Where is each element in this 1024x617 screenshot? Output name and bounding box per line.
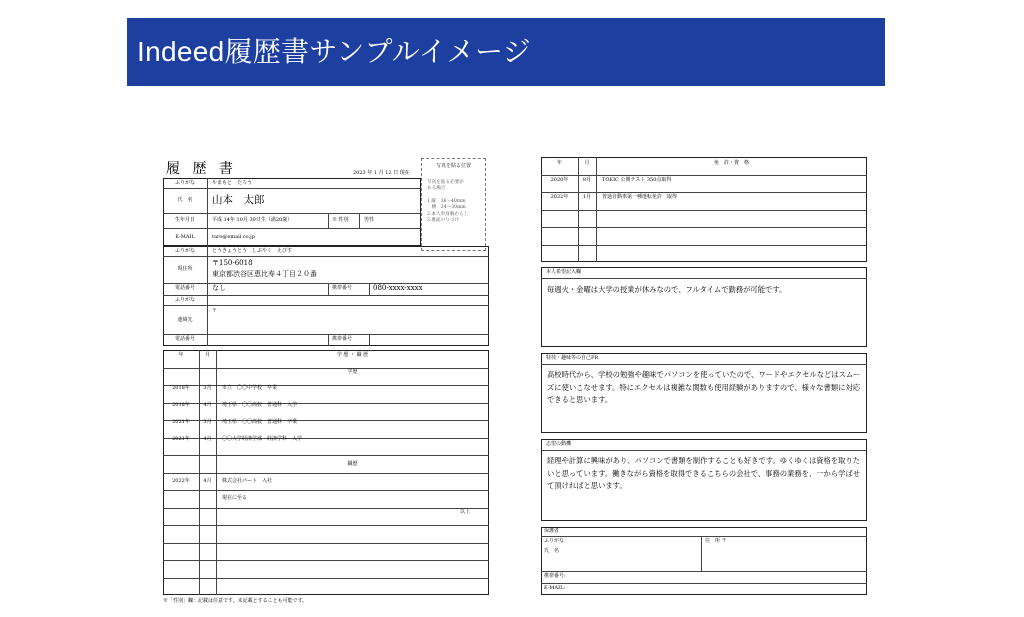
footnote: ※「性別」欄：記載は任意です。未記載とすることも可能です。 [163, 598, 308, 604]
table-rule [541, 210, 867, 211]
mobile-value: 080-xxxx-xxxx [373, 284, 423, 292]
license-month: 8月 [582, 177, 592, 183]
photo-title: 写真を貼る位置 [435, 163, 471, 169]
contact-phone-label: 電話番号 [174, 336, 195, 342]
phone-label: 電話番号 [174, 285, 195, 291]
license-month-label: 月 [584, 160, 590, 166]
guardian-mobile-label: 携帯番号: [544, 573, 566, 579]
license-header: 免 許・資 格 [713, 160, 749, 166]
postal-code: 〒150-6018 [212, 259, 253, 267]
applicant-name: 山本 太郎 [212, 194, 265, 206]
history-year: 2022年 [172, 478, 190, 484]
address-label: 現住所 [177, 266, 193, 272]
address-furigana: とうきょうとう しぶやく えびす [212, 248, 293, 254]
photo-note: ある場合 [427, 186, 446, 191]
table-rule [541, 227, 867, 228]
history-year: 2018年 [172, 402, 190, 408]
table-rule [541, 175, 867, 176]
motivation-label: 志望の動機 [546, 441, 572, 447]
table-rule [163, 490, 489, 491]
history-entry: 現在に至る [222, 495, 248, 501]
photo-note: 2.本人単身胸から上 [427, 211, 469, 217]
as-of-date: 2023 年 1 月 12 日 現在 [353, 170, 410, 176]
history-year: 2018年 [172, 385, 190, 391]
table-rule [163, 455, 489, 456]
history-header: 学 歴 ・ 職 歴 [336, 352, 369, 358]
photo-note: 1.縦 36～40mm [427, 198, 466, 204]
history-end-label: 以上 [460, 509, 471, 515]
photo-note: 写真を貼る必要が [427, 179, 464, 185]
photo-note: 3.裏面のりづけ [427, 218, 459, 223]
page-banner [127, 18, 885, 86]
name-label: 氏 名 [177, 197, 193, 203]
mobile-label: 携帯番号 [332, 285, 353, 291]
gender-value: 男性 [364, 217, 375, 223]
license-month: 1月 [582, 194, 592, 200]
email-label: E-MAIL [175, 234, 195, 240]
email-value: taro@email.co.jp [212, 234, 255, 240]
license-year: 2022年 [550, 194, 569, 200]
name-furigana: やまもと たろう [212, 180, 253, 186]
birth-value: 平成 14年 10月 30日生（満20歳） [212, 217, 293, 223]
table-rule [163, 508, 489, 509]
work-label: 職歴 [347, 461, 358, 467]
table-rule [163, 578, 489, 579]
license-entry: 普通自動車第一種運転免許 取得 [602, 194, 678, 200]
self-pr-text: 高校時代から、学校の勉強や趣味でパソコンを使っていたので、ワードやエクセルなどはスムーズに使いこなせます。特にエクセルは複雑な関数も使用経験がありますので、様々な書類に対応できると思います。 [547, 370, 861, 404]
history-year-label: 年 [178, 352, 184, 358]
resume-sheet-left [163, 155, 489, 610]
banner-title: Indeed履歴書サンプルイメージ [137, 36, 531, 67]
guardian-email-label: E-MAIL: [544, 585, 566, 591]
guardian-furigana-label: ふりがな [544, 538, 565, 544]
table-rule [163, 543, 489, 544]
furigana-label: ふりがな [174, 180, 195, 186]
wish-text: 毎週火・金曜は大学の授業が休みなので、フルタイムで勤務が可能です。 [547, 285, 787, 294]
history-entry: 市立 〇〇中学校 卒業 [222, 385, 278, 391]
guardian-label: 保護者 [544, 528, 560, 534]
history-month: 4月 [203, 436, 212, 442]
table-rule [541, 245, 867, 246]
table-rule [541, 192, 867, 193]
education-label: 学歴 [347, 369, 358, 375]
history-month: 3月 [203, 385, 212, 391]
table-rule [163, 560, 489, 561]
history-entry: 埼玉県 〇〇高校 普通科 卒業 [222, 419, 298, 425]
history-entry: 株式会社パート 入社 [222, 478, 273, 484]
resume-title: 履 歴 書 [166, 161, 237, 177]
contact-postal: 〒 [212, 308, 218, 314]
gender-label: ※ 性別 [332, 217, 349, 223]
history-month: 3月 [203, 419, 212, 425]
history-month: 4月 [203, 402, 212, 408]
guardian-name-label: 氏 名 [544, 548, 560, 554]
license-year: 2020年 [550, 177, 569, 183]
address-value: 東京都渋谷区恵比寿４丁目２０番 [212, 270, 317, 278]
wish-label: 本人希望記入欄 [546, 269, 582, 275]
license-entry: TOEIC 公開テスト 350点取得 [602, 177, 672, 183]
guardian-box [541, 527, 867, 595]
history-month: 4月 [203, 478, 212, 484]
photo-note: 横 24～30mm [427, 205, 466, 210]
photo-placeholder [421, 158, 486, 251]
table-rule [163, 525, 489, 526]
history-entry: 〇〇大学経済学部 経済学科 入学 [222, 436, 303, 442]
table-rule [163, 473, 489, 474]
license-year-label: 年 [556, 160, 562, 166]
history-year: 2021年 [172, 419, 190, 425]
history-month-label: 月 [204, 352, 210, 358]
wish-box [541, 267, 867, 347]
guardian-address-label: 住 所 〒 [705, 538, 727, 544]
birth-label: 生年月日 [174, 217, 195, 223]
self-pr-label: 特技・趣味等の自己PR [546, 355, 599, 361]
contact-mobile-label: 携帯番号 [332, 336, 353, 342]
contact-furigana-label: ふりがな [174, 297, 195, 303]
contact-label: 連絡先 [177, 317, 193, 323]
phone-value: なし [212, 284, 226, 292]
resume-sheet-right [541, 157, 867, 595]
history-entry: 埼玉県 〇〇高校 普通科 入学 [222, 402, 298, 408]
address-furigana-label: ふりがな [174, 248, 195, 254]
motivation-text: 経理や計算に興味があり、パソコンで書類を制作することも好きです。ゆくゆくは資格を取りたいと思っています。働きながら資格を取得できるこちらの会社で、事務の業務を、一から学ばせて頂ければと思います。 [547, 456, 861, 490]
history-year: 2021年 [172, 436, 190, 442]
